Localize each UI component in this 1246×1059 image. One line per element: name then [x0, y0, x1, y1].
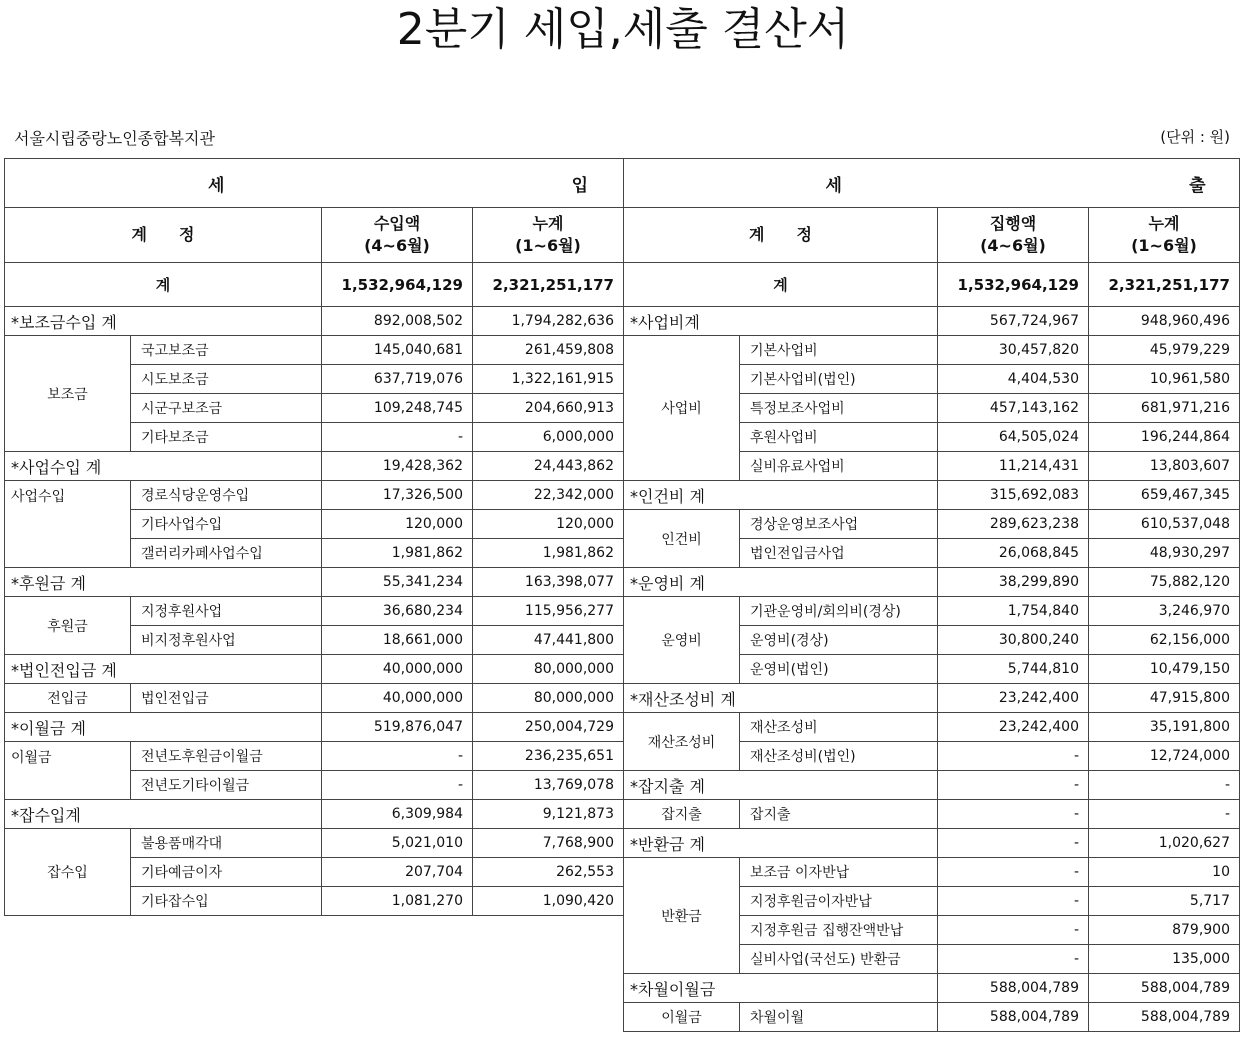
item-label: 운영비(경상) — [740, 626, 938, 655]
amount-cell: - — [322, 742, 473, 771]
cumulative-cell: 80,000,000 — [473, 684, 624, 713]
item-label: 비지정후원사업 — [131, 626, 322, 655]
item-label: 경로식당운영수입 — [131, 481, 322, 510]
item-label: 재산조성비(법인) — [740, 742, 938, 771]
expense-total-row — [624, 263, 1240, 307]
expense-header-left: 세 — [825, 175, 842, 196]
category-label: *잡수입계 — [5, 800, 322, 829]
table-row — [624, 974, 1240, 1003]
table-row — [5, 742, 624, 771]
income-amount-header-l2: (4~6월) — [364, 236, 430, 255]
table-row — [624, 800, 1240, 829]
category-label: *인건비 계 — [624, 481, 938, 510]
category-label: *반환금 계 — [624, 829, 938, 858]
expense-amount-header-l2: (4~6월) — [980, 236, 1046, 255]
expense-total-cum: 2,321,251,177 — [1089, 263, 1240, 307]
cumulative-cell: 80,000,000 — [473, 655, 624, 684]
cumulative-cell: 75,882,120 — [1089, 568, 1240, 597]
amount-cell: 18,661,000 — [322, 626, 473, 655]
category-label: *법인전입금 계 — [5, 655, 322, 684]
item-label: 지정후원사업 — [131, 597, 322, 626]
amount-cell: 588,004,789 — [938, 1003, 1089, 1032]
income-cum-header-l2: (1~6월) — [515, 236, 581, 255]
income-total-cum: 2,321,251,177 — [473, 263, 624, 307]
amount-cell: 30,457,820 — [938, 336, 1089, 365]
amount-cell: 892,008,502 — [322, 307, 473, 336]
cumulative-cell: 45,979,229 — [1089, 336, 1240, 365]
item-label: 전년도후원금이월금 — [131, 742, 322, 771]
amount-cell: - — [938, 858, 1089, 887]
amount-cell: 567,724,967 — [938, 307, 1089, 336]
expense-account-header: 계 정 — [624, 208, 938, 263]
amount-cell: 23,242,400 — [938, 684, 1089, 713]
category-label: *운영비 계 — [624, 568, 938, 597]
category-label: *재산조성비 계 — [624, 684, 938, 713]
income-header-right: 입 — [571, 175, 588, 196]
cumulative-cell: 236,235,651 — [473, 742, 624, 771]
expense-header-right: 출 — [1189, 175, 1206, 196]
item-label: 차월이월 — [740, 1003, 938, 1032]
item-label: 특정보조사업비 — [740, 394, 938, 423]
table-row — [5, 684, 624, 713]
table-row — [5, 307, 624, 336]
amount-cell: 26,068,845 — [938, 539, 1089, 568]
income-total-amount: 1,532,964,129 — [322, 263, 473, 307]
cumulative-cell: 262,553 — [473, 858, 624, 887]
cumulative-cell: 204,660,913 — [473, 394, 624, 423]
cumulative-cell: 7,768,900 — [473, 829, 624, 858]
item-label: 지정후원금 집행잔액반납 — [740, 916, 938, 945]
cumulative-cell: 10 — [1089, 858, 1240, 887]
income-cum-header-l1: 누계 — [532, 214, 564, 233]
table-row — [624, 713, 1240, 742]
group-label: 재산조성비 — [624, 713, 740, 771]
item-label: 법인전입금사업 — [740, 539, 938, 568]
cumulative-cell: 610,537,048 — [1089, 510, 1240, 539]
item-label: 기타잡수입 — [131, 887, 322, 916]
item-label: 재산조성비 — [740, 713, 938, 742]
item-label: 전년도기타이월금 — [131, 771, 322, 800]
expense-amount-header-l1: 집행액 — [989, 214, 1037, 233]
group-label: 이월금 — [624, 1003, 740, 1032]
item-label: 지정후원금이자반납 — [740, 887, 938, 916]
item-label: 후원사업비 — [740, 423, 938, 452]
table-row — [5, 800, 624, 829]
amount-cell: - — [938, 742, 1089, 771]
cumulative-cell: 3,246,970 — [1089, 597, 1240, 626]
cumulative-cell: 659,467,345 — [1089, 481, 1240, 510]
unit-label: (단위 : 원) — [1160, 128, 1230, 146]
item-label: 불용품매각대 — [131, 829, 322, 858]
expense-amount-header — [938, 208, 1089, 263]
amount-cell: - — [322, 423, 473, 452]
amount-cell: - — [938, 771, 1089, 800]
cumulative-cell: 1,090,420 — [473, 887, 624, 916]
item-label: 실비유료사업비 — [740, 452, 938, 481]
expense-total-amount: 1,532,964,129 — [938, 263, 1089, 307]
table-row — [5, 713, 624, 742]
amount-cell: 11,214,431 — [938, 452, 1089, 481]
amount-cell: - — [938, 916, 1089, 945]
cumulative-cell: - — [1089, 800, 1240, 829]
amount-cell: 64,505,024 — [938, 423, 1089, 452]
category-label: *잡지출 계 — [624, 771, 938, 800]
item-label: 경상운영보조사업 — [740, 510, 938, 539]
amount-cell: 36,680,234 — [322, 597, 473, 626]
income-subheader-row — [5, 208, 624, 263]
cumulative-cell: - — [1089, 771, 1240, 800]
expense-subheader-row — [624, 208, 1240, 263]
cumulative-cell: 35,191,800 — [1089, 713, 1240, 742]
item-label: 갤러리카페사업수입 — [131, 539, 322, 568]
cumulative-cell: 10,961,580 — [1089, 365, 1240, 394]
amount-cell: 315,692,083 — [938, 481, 1089, 510]
amount-cell: 23,242,400 — [938, 713, 1089, 742]
group-label: 사업수입 — [5, 481, 131, 568]
amount-cell: 19,428,362 — [322, 452, 473, 481]
item-label: 법인전입금 — [131, 684, 322, 713]
item-label: 기관운영비/회의비(경상) — [740, 597, 938, 626]
cumulative-cell: 1,981,862 — [473, 539, 624, 568]
amount-cell: 40,000,000 — [322, 684, 473, 713]
group-label: 잡지출 — [624, 800, 740, 829]
expense-cum-header-l1: 누계 — [1148, 214, 1180, 233]
category-label: *차월이월금 — [624, 974, 938, 1003]
cumulative-cell: 948,960,496 — [1089, 307, 1240, 336]
table-row — [624, 771, 1240, 800]
amount-cell: 6,309,984 — [322, 800, 473, 829]
cumulative-cell: 47,915,800 — [1089, 684, 1240, 713]
cumulative-cell: 48,930,297 — [1089, 539, 1240, 568]
income-amount-header-l1: 수입액 — [373, 214, 421, 233]
amount-cell: 588,004,789 — [938, 974, 1089, 1003]
page-title: 2분기 세입,세출 결산서 — [396, 4, 850, 55]
amount-cell: 1,981,862 — [322, 539, 473, 568]
amount-cell: - — [322, 771, 473, 800]
cumulative-cell: 12,724,000 — [1089, 742, 1240, 771]
item-label: 실비사업(국선도) 반환금 — [740, 945, 938, 974]
group-label: 보조금 — [5, 336, 131, 452]
amount-cell: - — [938, 945, 1089, 974]
expense-total-label: 계 — [624, 263, 938, 307]
group-label: 인건비 — [624, 510, 740, 568]
amount-cell: 120,000 — [322, 510, 473, 539]
cumulative-cell: 1,322,161,915 — [473, 365, 624, 394]
table-row — [624, 336, 1240, 365]
table-row — [624, 597, 1240, 626]
cumulative-cell: 1,794,282,636 — [473, 307, 624, 336]
expense-table — [623, 158, 1240, 1032]
expense-header — [624, 159, 1240, 208]
income-header-left: 세 — [208, 175, 225, 196]
table-row — [624, 307, 1240, 336]
table-row — [5, 452, 624, 481]
category-label: *사업비계 — [624, 307, 938, 336]
amount-cell: 38,299,890 — [938, 568, 1089, 597]
cumulative-cell: 10,479,150 — [1089, 655, 1240, 684]
amount-cell: 55,341,234 — [322, 568, 473, 597]
table-row — [5, 568, 624, 597]
cumulative-cell: 135,000 — [1089, 945, 1240, 974]
group-label: 운영비 — [624, 597, 740, 684]
income-header — [5, 159, 624, 208]
group-label: 잡수입 — [5, 829, 131, 916]
cumulative-cell: 115,956,277 — [473, 597, 624, 626]
amount-cell: 457,143,162 — [938, 394, 1089, 423]
amount-cell: 109,248,745 — [322, 394, 473, 423]
cumulative-cell: 261,459,808 — [473, 336, 624, 365]
amount-cell: - — [938, 887, 1089, 916]
item-label: 시도보조금 — [131, 365, 322, 394]
group-label: 이월금 — [5, 742, 131, 800]
table-row — [5, 829, 624, 858]
cumulative-cell: 681,971,216 — [1089, 394, 1240, 423]
table-row — [5, 597, 624, 626]
amount-cell: 207,704 — [322, 858, 473, 887]
cumulative-cell: 22,342,000 — [473, 481, 624, 510]
table-row — [624, 481, 1240, 510]
item-label: 기본사업비 — [740, 336, 938, 365]
amount-cell: 519,876,047 — [322, 713, 473, 742]
income-account-header: 계 정 — [5, 208, 322, 263]
table-row — [5, 336, 624, 365]
item-label: 잡지출 — [740, 800, 938, 829]
amount-cell: 5,021,010 — [322, 829, 473, 858]
category-label: *사업수입 계 — [5, 452, 322, 481]
income-header-row — [5, 159, 624, 208]
group-label: 반환금 — [624, 858, 740, 974]
income-amount-header — [322, 208, 473, 263]
cumulative-cell: 6,000,000 — [473, 423, 624, 452]
amount-cell: 1,081,270 — [322, 887, 473, 916]
amount-cell: 145,040,681 — [322, 336, 473, 365]
cumulative-cell: 13,803,607 — [1089, 452, 1240, 481]
cumulative-cell: 588,004,789 — [1089, 974, 1240, 1003]
cumulative-cell: 1,020,627 — [1089, 829, 1240, 858]
amount-cell: 637,719,076 — [322, 365, 473, 394]
item-label: 보조금 이자반납 — [740, 858, 938, 887]
category-label: *보조금수입 계 — [5, 307, 322, 336]
group-label: 사업비 — [624, 336, 740, 481]
category-label: *이월금 계 — [5, 713, 322, 742]
item-label: 기타예금이자 — [131, 858, 322, 887]
table-row — [624, 510, 1240, 539]
expense-cum-header-l2: (1~6월) — [1131, 236, 1197, 255]
cumulative-cell: 9,121,873 — [473, 800, 624, 829]
amount-cell: 5,744,810 — [938, 655, 1089, 684]
amount-cell: 1,754,840 — [938, 597, 1089, 626]
table-row — [5, 655, 624, 684]
item-label: 기본사업비(법인) — [740, 365, 938, 394]
table-row — [5, 481, 624, 510]
item-label: 국고보조금 — [131, 336, 322, 365]
cumulative-cell: 879,900 — [1089, 916, 1240, 945]
amount-cell: - — [938, 829, 1089, 858]
table-row — [624, 1003, 1240, 1032]
table-row — [624, 858, 1240, 887]
cumulative-cell: 163,398,077 — [473, 568, 624, 597]
income-cum-header — [473, 208, 624, 263]
group-label: 후원금 — [5, 597, 131, 655]
amount-cell: 40,000,000 — [322, 655, 473, 684]
expense-header-row — [624, 159, 1240, 208]
cumulative-cell: 13,769,078 — [473, 771, 624, 800]
item-label: 운영비(법인) — [740, 655, 938, 684]
table-row — [624, 568, 1240, 597]
organization-name: 서울시립중랑노인종합복지관 — [14, 129, 215, 148]
income-total-row — [5, 263, 624, 307]
item-label: 기타사업수입 — [131, 510, 322, 539]
cumulative-cell: 250,004,729 — [473, 713, 624, 742]
table-row — [624, 829, 1240, 858]
amount-cell: - — [938, 800, 1089, 829]
amount-cell: 17,326,500 — [322, 481, 473, 510]
cumulative-cell: 120,000 — [473, 510, 624, 539]
cumulative-cell: 196,244,864 — [1089, 423, 1240, 452]
cumulative-cell: 5,717 — [1089, 887, 1240, 916]
amount-cell: 289,623,238 — [938, 510, 1089, 539]
amount-cell: 4,404,530 — [938, 365, 1089, 394]
income-total-label: 계 — [5, 263, 322, 307]
amount-cell: 30,800,240 — [938, 626, 1089, 655]
table-row — [624, 684, 1240, 713]
cumulative-cell: 588,004,789 — [1089, 1003, 1240, 1032]
item-label: 시군구보조금 — [131, 394, 322, 423]
cumulative-cell: 62,156,000 — [1089, 626, 1240, 655]
item-label: 기타보조금 — [131, 423, 322, 452]
income-table — [4, 158, 624, 916]
group-label: 전입금 — [5, 684, 131, 713]
cumulative-cell: 47,441,800 — [473, 626, 624, 655]
cumulative-cell: 24,443,862 — [473, 452, 624, 481]
expense-cum-header — [1089, 208, 1240, 263]
category-label: *후원금 계 — [5, 568, 322, 597]
